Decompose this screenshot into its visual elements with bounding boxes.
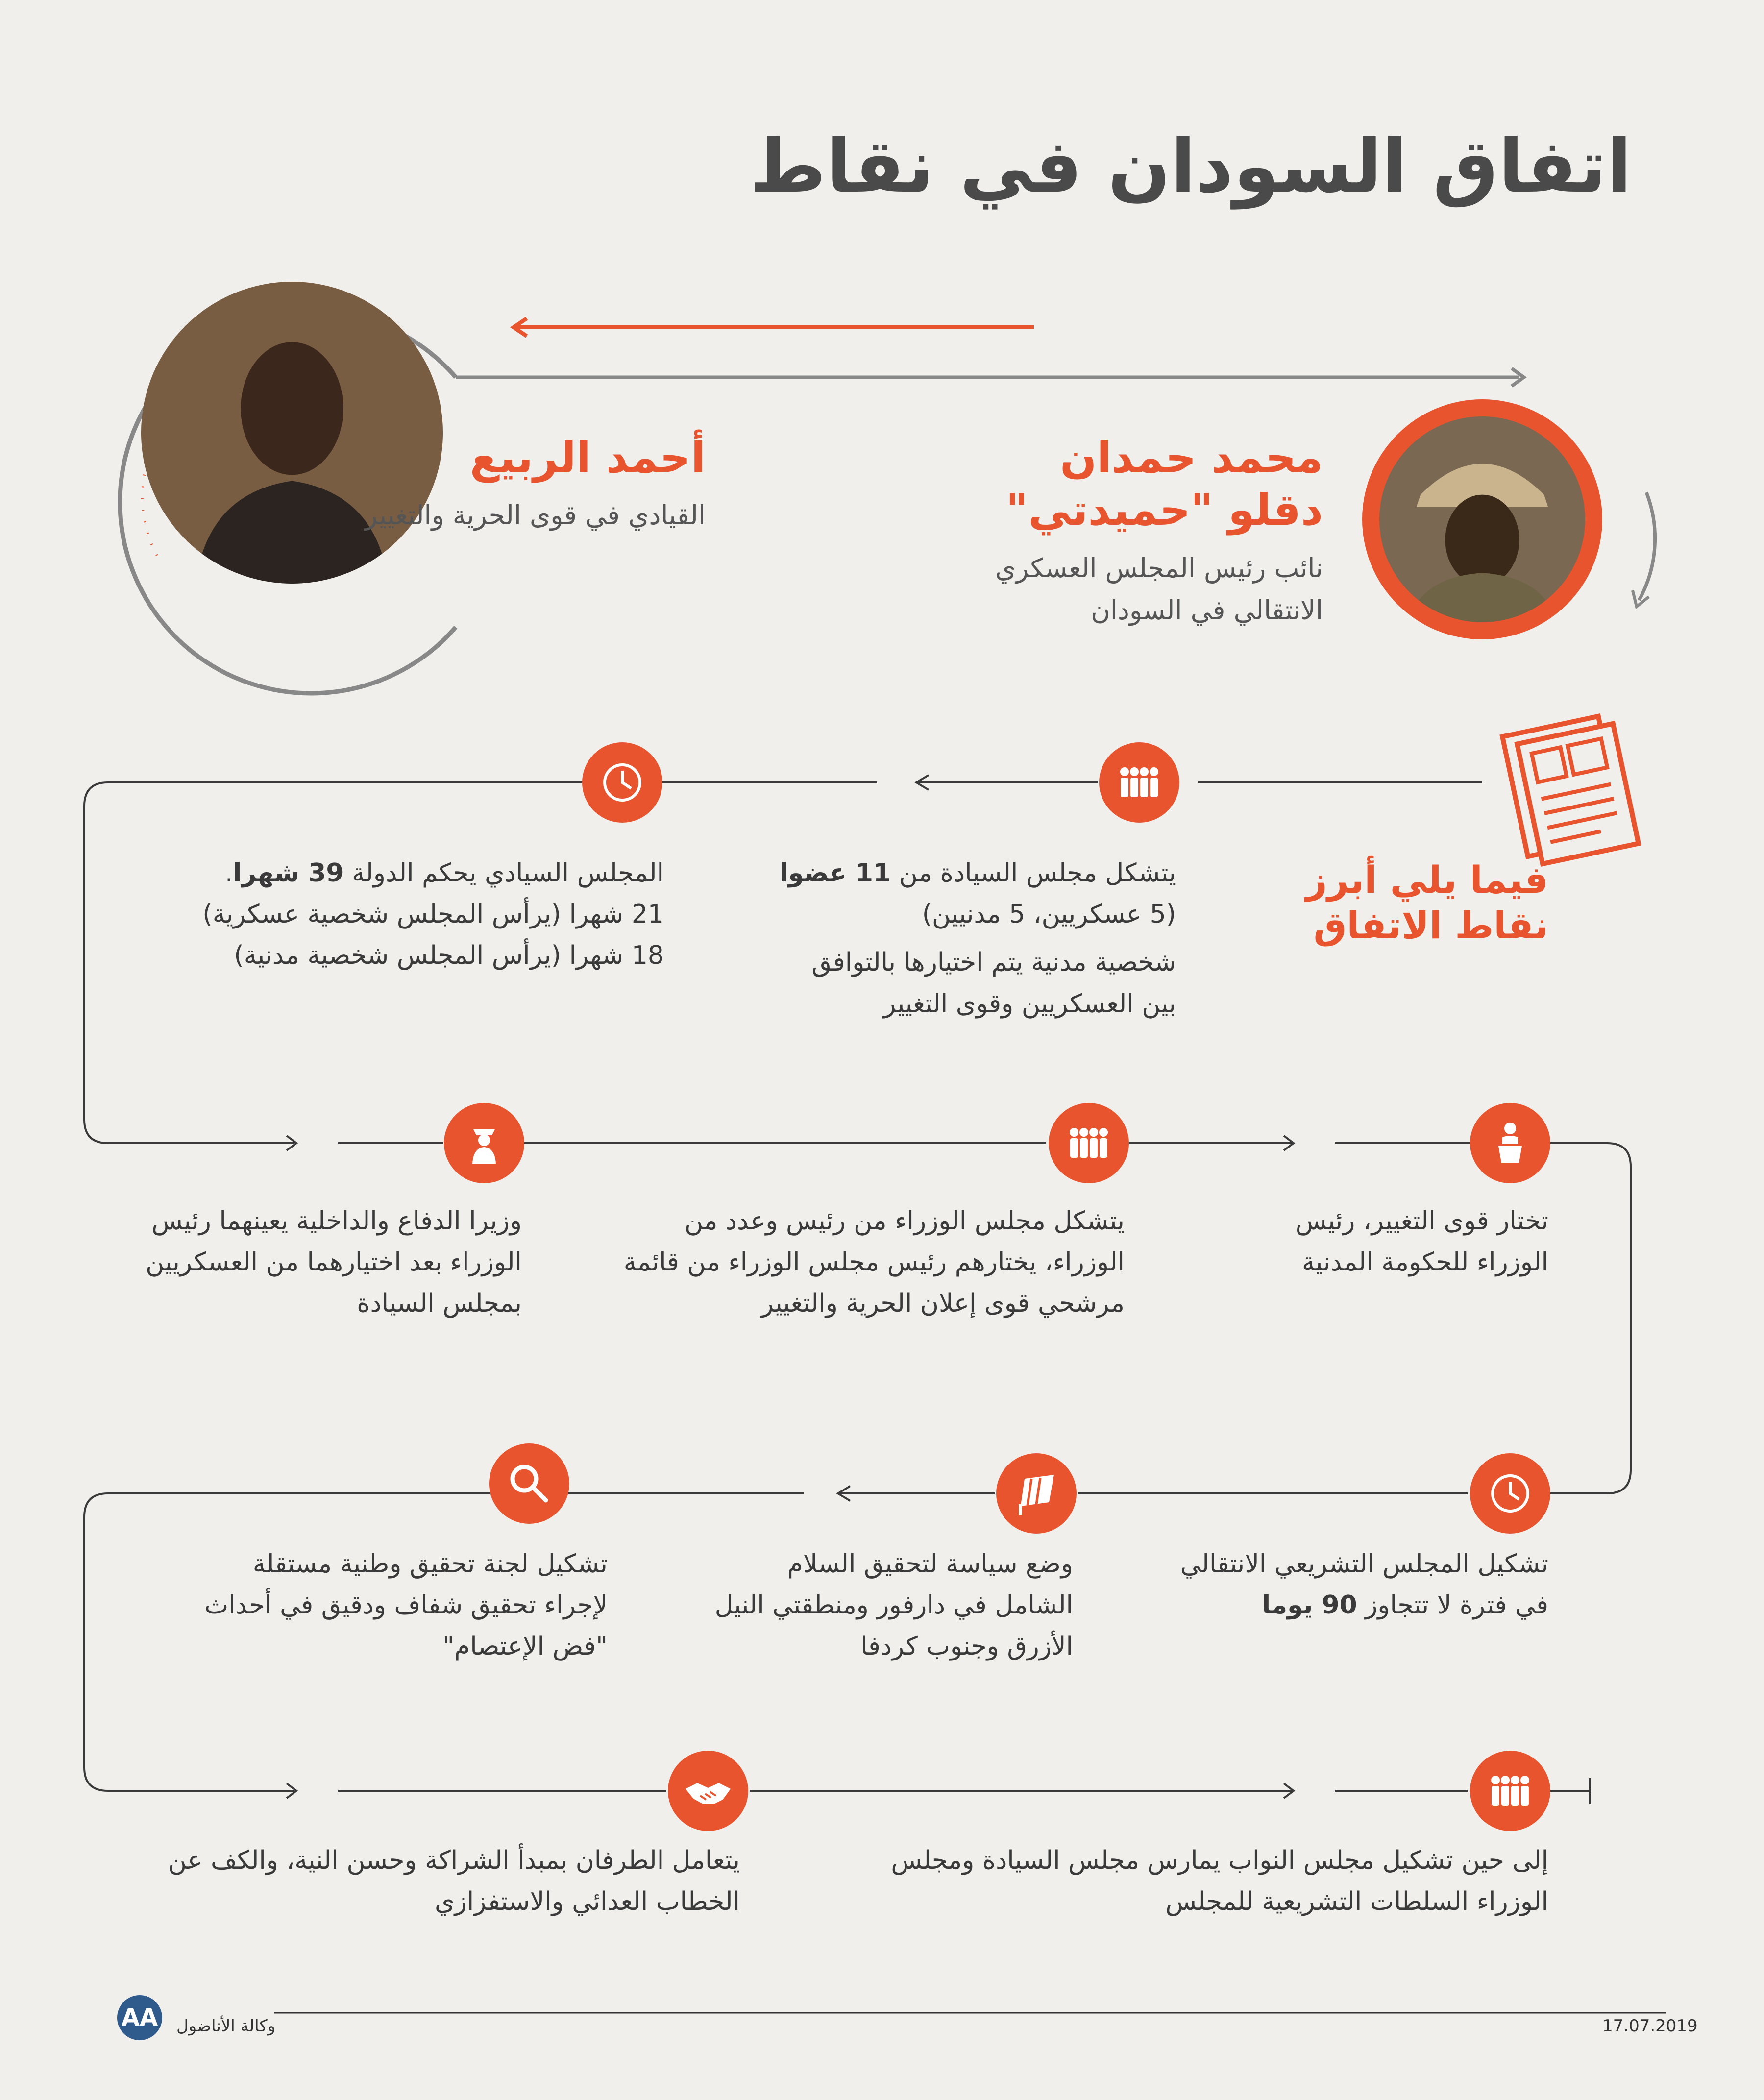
step-council-duration bbox=[174, 853, 664, 977]
step-line: الخطاب العدائي والاستفزازي bbox=[434, 1887, 740, 1917]
step-line: بين العسكريين وقوى التغيير bbox=[883, 989, 1176, 1019]
step-text: يتشكل مجلس السيادة من bbox=[891, 858, 1176, 888]
footer-logo bbox=[105, 1994, 174, 2041]
points-label-line: فيما يلي أبرز bbox=[1305, 858, 1548, 902]
points-label bbox=[1254, 857, 1548, 948]
logo-text: AA bbox=[121, 2004, 158, 2031]
flag-icon bbox=[996, 1453, 1077, 1534]
step-text: في فترة لا تتجاوز bbox=[1357, 1590, 1548, 1620]
step-line: "فض الإعتصام" bbox=[442, 1632, 608, 1661]
person-role: القيادي في قوى الحرية والتغيير bbox=[365, 500, 706, 531]
step-line: 18 شهرا (يرأس المجلس شخصية مدنية) bbox=[234, 941, 664, 971]
step-number: 39 شهرا bbox=[233, 858, 344, 888]
military-officer-icon bbox=[444, 1103, 524, 1183]
footer-agency: وكالة الأناضول bbox=[176, 2016, 276, 2036]
step-council-of-ministers bbox=[537, 1200, 1125, 1324]
step-line: (5 عسكريين، 5 مدنيين) bbox=[922, 900, 1176, 929]
step-line: الأزرق وجنوب كردفا bbox=[860, 1632, 1073, 1661]
step-line: لإجراء تحقيق شفاف ودقيق في أحداث bbox=[204, 1590, 608, 1620]
step-line: تختار قوى التغيير، رئيس bbox=[1295, 1206, 1548, 1236]
step-line bbox=[686, 853, 1176, 894]
page-title: اتفاق السودان في نقاط bbox=[750, 124, 1632, 209]
step-line: تشكيل المجلس التشريعي الانتقالي bbox=[1180, 1549, 1548, 1579]
anadolu-agency-logo-icon bbox=[105, 1994, 174, 2041]
step-text: المجلس السيادي يحكم الدولة bbox=[343, 858, 664, 888]
step-partnership-good-faith bbox=[103, 1840, 740, 1922]
step-line: تشكيل لجنة تحقيق وطنية مستقلة bbox=[252, 1549, 608, 1579]
step-legislative-council bbox=[1107, 1543, 1548, 1626]
step-prime-minister-choice bbox=[1156, 1200, 1548, 1283]
step-line: مرشحي قوى إعلان الحرية والتغيير bbox=[761, 1289, 1125, 1319]
speaker-podium-icon bbox=[1470, 1103, 1550, 1183]
step-line: الوزراء للحكومة المدنية bbox=[1302, 1247, 1548, 1277]
header-arc-right bbox=[1639, 492, 1655, 600]
person-role: نائب رئيس المجلس العسكري bbox=[995, 552, 1323, 584]
people-icon bbox=[1099, 742, 1179, 823]
step-text: . bbox=[224, 858, 233, 888]
people-icon bbox=[1470, 1751, 1550, 1831]
step-investigation-committee bbox=[142, 1543, 608, 1667]
step-number: 90 يوما bbox=[1262, 1590, 1357, 1620]
step-legislative-powers bbox=[813, 1840, 1548, 1922]
person-hemedti bbox=[882, 431, 1323, 632]
magnifier-icon bbox=[489, 1443, 569, 1524]
step-line: بمجلس السيادة bbox=[357, 1289, 522, 1319]
step-line bbox=[174, 853, 664, 894]
step-line: الشامل في دارفور ومنطقتي النيل bbox=[714, 1590, 1073, 1620]
person-name: محمد حمدان bbox=[1060, 432, 1323, 483]
step-line: 21 شهرا (يرأس المجلس شخصية عسكرية) bbox=[202, 900, 664, 929]
step-line: يتشكل مجلس الوزراء من رئيس وعدد من bbox=[684, 1206, 1125, 1236]
person-name: أحمد الربيع bbox=[469, 432, 706, 483]
step-line: الوزراء، يختارهم رئيس مجلس الوزراء من قائمة bbox=[623, 1247, 1125, 1277]
portrait-placeholder-icon bbox=[1379, 416, 1585, 622]
step-peace-policy bbox=[632, 1543, 1073, 1667]
footer-date: 17.07.2019 bbox=[1602, 2016, 1698, 2036]
step-line: يتعامل الطرفان بمبدأ الشراكة وحسن النية، والكف عن bbox=[168, 1846, 740, 1875]
person-role: الانتقالي في السودان bbox=[1091, 595, 1323, 626]
clock-icon bbox=[582, 742, 662, 823]
step-line: وضع سياسة لتحقيق السلام bbox=[787, 1549, 1073, 1579]
step-sovereign-council-members bbox=[686, 853, 1176, 1025]
handshake-icon bbox=[668, 1751, 748, 1831]
step-defense-interior-ministers bbox=[81, 1200, 522, 1324]
portrait-hemedti bbox=[1379, 416, 1585, 622]
step-line: وزيرا الدفاع والداخلية يعينهما رئيس bbox=[151, 1206, 522, 1236]
clock-icon bbox=[1470, 1453, 1550, 1534]
step-number: 11 عضوا bbox=[779, 858, 891, 888]
step-line: شخصية مدنية يتم اختيارها بالتوافق bbox=[811, 948, 1176, 977]
step-line bbox=[1107, 1585, 1548, 1626]
step-line: الوزراء السلطات التشريعية للمجلس bbox=[1165, 1887, 1548, 1917]
person-name: دقلو "حميدتي" bbox=[1005, 485, 1323, 536]
step-line: الوزراء بعد اختيارهما من العسكريين bbox=[146, 1247, 522, 1277]
step-line: إلى حين تشكيل مجلس النواب يمارس مجلس السيادة ومجلس bbox=[891, 1846, 1548, 1875]
people-icon bbox=[1049, 1103, 1129, 1183]
person-ahmed bbox=[265, 431, 706, 537]
points-label-line: نقاط الاتفاق bbox=[1313, 903, 1548, 947]
document-icon bbox=[1494, 706, 1646, 867]
